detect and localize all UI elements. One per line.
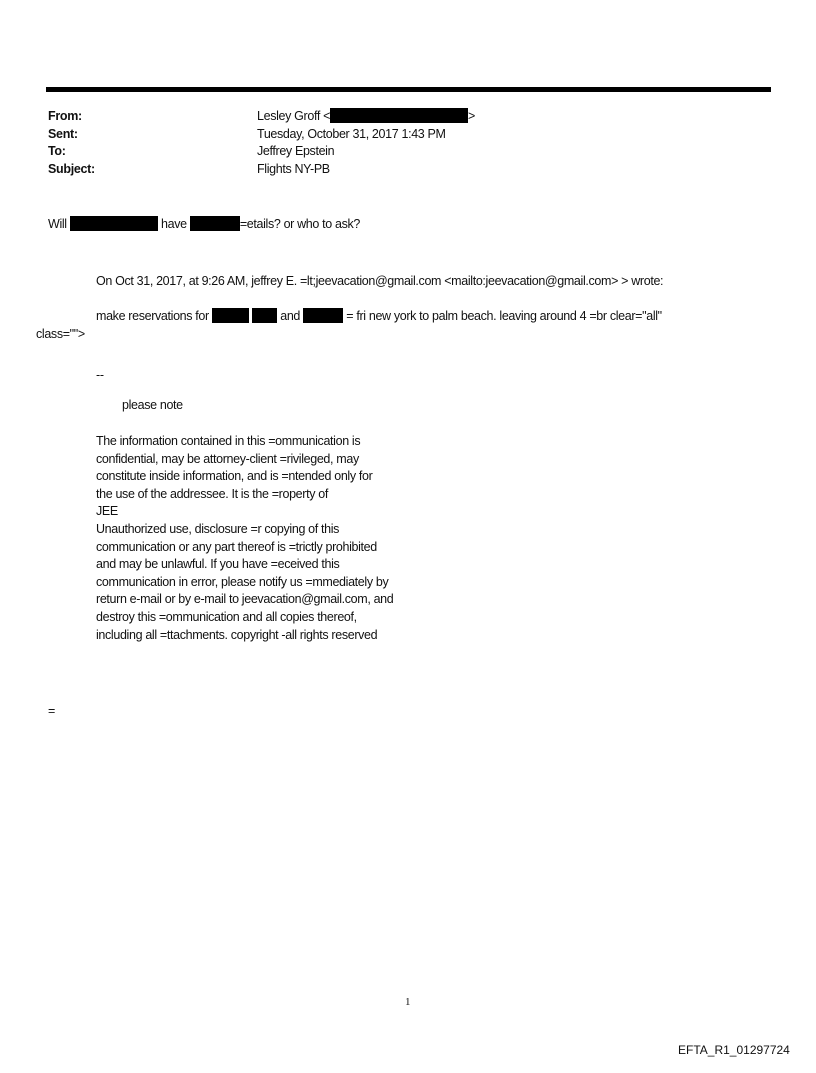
to-label: To: <box>48 144 66 158</box>
redaction <box>212 308 249 323</box>
trailing-equals: = <box>48 704 55 718</box>
subject-label: Subject: <box>48 161 95 176</box>
signature-separator: -- <box>96 368 104 382</box>
disclaimer-line: constitute inside information, and is =ntended only for <box>96 469 373 484</box>
quoted-message <box>96 308 662 326</box>
quote-part: = fri new york to palm beach. leaving around 4 =br clear="all" <box>346 309 662 323</box>
redaction <box>70 216 158 231</box>
please-note: please note <box>122 398 183 412</box>
bates-number: EFTA_R1_01297724 <box>678 1043 790 1057</box>
from-label: From: <box>48 109 82 123</box>
disclaimer-line: return e-mail or by e-mail to jeevacation@gmail.com, and <box>96 592 394 607</box>
redaction <box>330 108 468 123</box>
redaction <box>190 216 240 231</box>
quote-part: and <box>280 309 301 323</box>
disclaimer <box>96 433 393 644</box>
redaction <box>252 308 277 323</box>
quote-part: make reservations for <box>96 309 209 323</box>
disclaimer-line: The information contained in this =ommunication is <box>96 434 361 448</box>
reply-part: have <box>160 217 187 231</box>
from-name: Lesley Groff < <box>257 109 331 123</box>
disclaimer-line: JEE <box>96 504 118 519</box>
from-bracket: > <box>468 109 475 123</box>
disclaimer-line: destroy this =ommunication and all copies thereof, <box>96 609 357 624</box>
reply-text <box>48 216 360 234</box>
sent-value: Tuesday, October 31, 2017 1:43 PM <box>257 126 446 141</box>
redaction <box>303 308 343 323</box>
disclaimer-line: communication or any part thereof is =trictly prohibited <box>96 539 377 554</box>
sent-label: Sent: <box>48 126 78 141</box>
disclaimer-line: Unauthorized use, disclosure =r copying of this <box>96 521 340 536</box>
disclaimer-line: confidential, may be attorney-client =rivileged, may <box>96 451 359 466</box>
disclaimer-line: including all =ttachments. copyright -all rights reserved <box>96 627 378 642</box>
header-rule <box>46 87 771 92</box>
to-value: Jeffrey Epstein <box>257 144 335 158</box>
disclaimer-line: and may be unlawful. If you have =eceived this <box>96 557 340 572</box>
reply-part: Will <box>48 217 67 231</box>
disclaimer-line: communication in error, please notify us =mmediately by <box>96 574 389 589</box>
subject-value: Flights NY-PB <box>257 161 330 176</box>
quote-continuation: class=""> <box>36 326 85 341</box>
reply-part: =etails? or who to ask? <box>239 217 360 231</box>
from-value <box>257 108 475 126</box>
quote-intro: On Oct 31, 2017, at 9:26 AM, jeffrey E. =lt;jeevacation@gmail.com <mailto:jeevacation@gmail.com> > wrote: <box>96 274 664 288</box>
disclaimer-line: the use of the addressee. It is the =roperty of <box>96 486 328 501</box>
page-number: 1 <box>405 996 411 1008</box>
